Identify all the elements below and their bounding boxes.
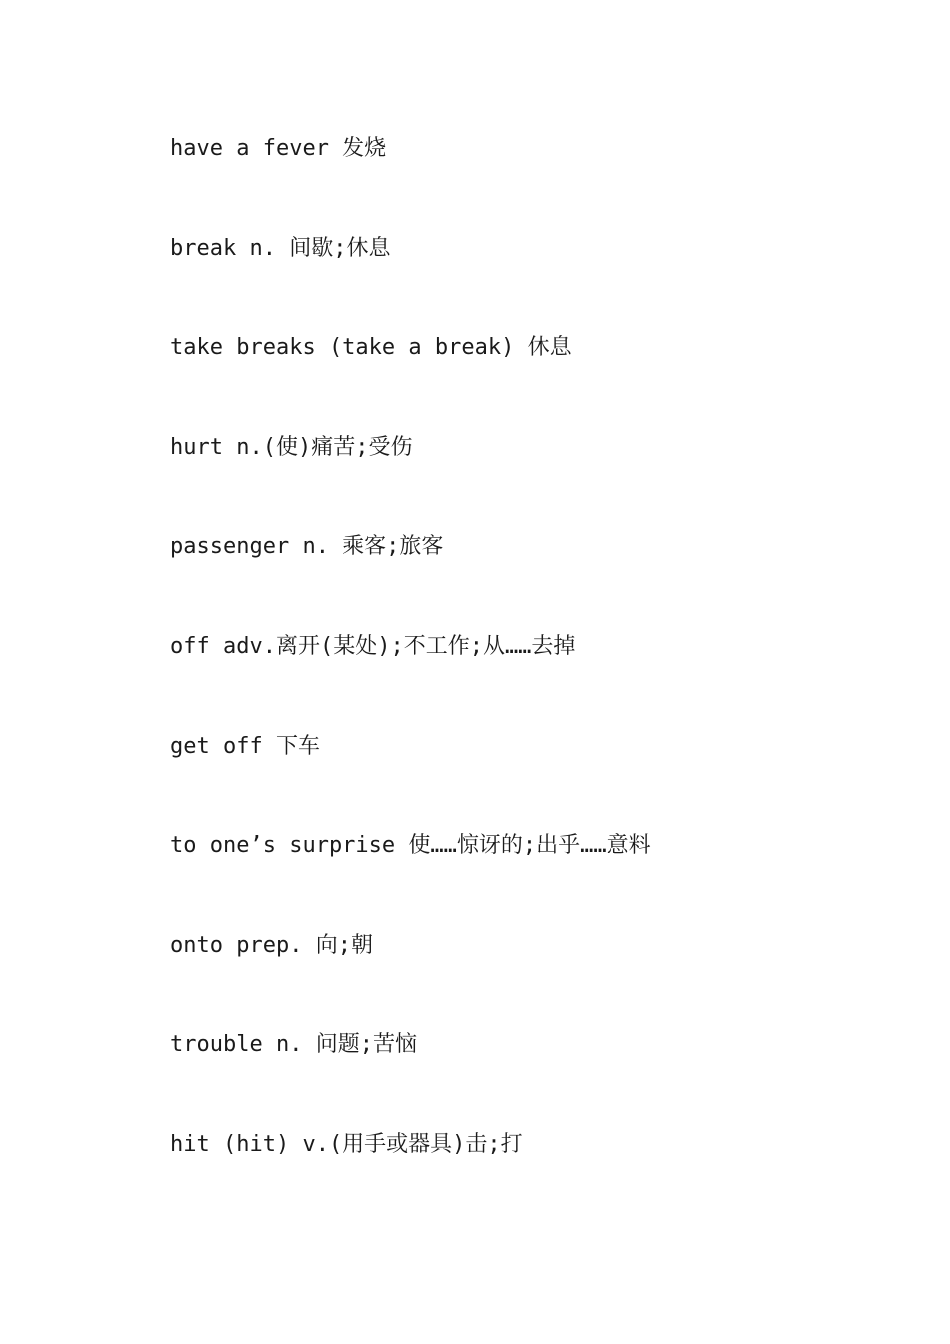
vocabulary-entry: take breaks (take a break) 休息 — [170, 335, 572, 361]
vocabulary-entry: break n. 间歇;休息 — [170, 235, 391, 261]
vocabulary-list — [170, 131, 910, 1227]
vocabulary-entry: to one’s surprise 使……惊讶的;出乎……意料 — [170, 833, 651, 859]
vocabulary-entry: hurt n.(使)痛苦;受伤 — [170, 434, 413, 460]
vocabulary-entry: trouble n. 问题;苦恼 — [170, 1032, 417, 1058]
vocabulary-entry: passenger n. 乘客;旅客 — [170, 534, 444, 560]
vocabulary-entry: onto prep. 向;朝 — [170, 932, 373, 958]
vocabulary-entry: have a fever 发烧 — [170, 136, 387, 161]
vocabulary-entry: get off 下车 — [170, 733, 320, 759]
vocabulary-entry: off adv.离开(某处);不工作;从……去掉 — [170, 633, 576, 659]
vocabulary-entry: hit (hit) v.(用手或器具)击;打 — [170, 1131, 523, 1157]
